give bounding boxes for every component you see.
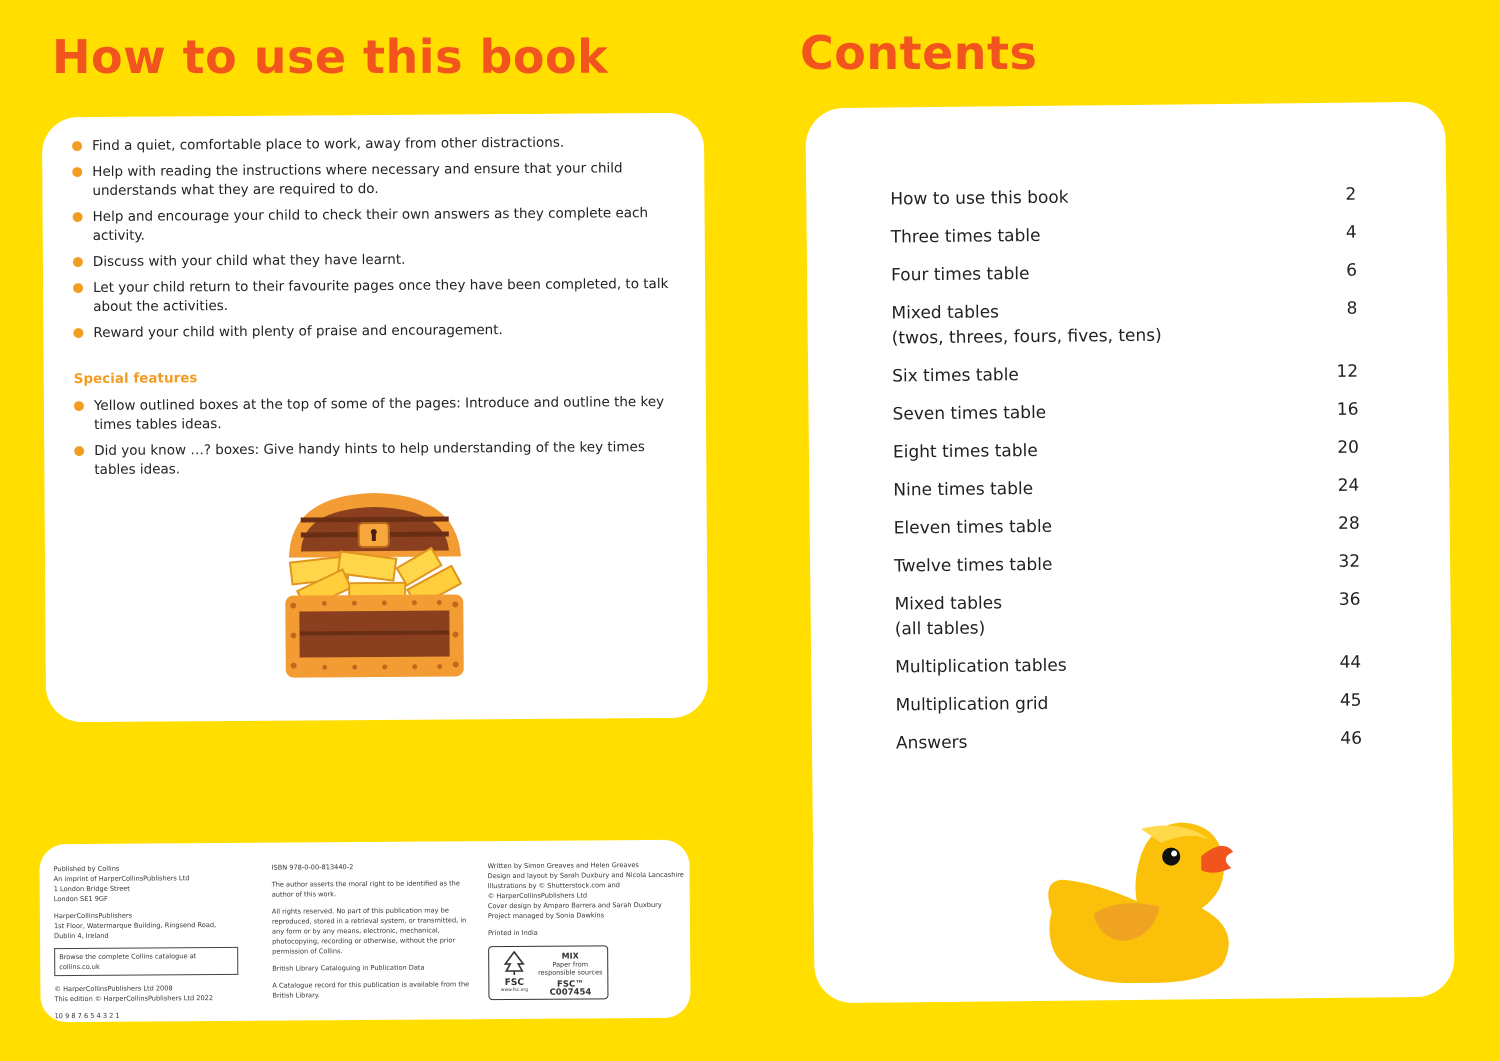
toc-page-number: 12 — [1336, 361, 1359, 382]
toc-page-number: 4 — [1345, 222, 1357, 243]
bullet-dot-icon — [74, 446, 84, 456]
toc-entry[interactable] — [894, 512, 1360, 542]
instruction-item: Help and encourage your child to check their own answers as they complete each activity. — [73, 204, 683, 246]
toc-title-line: Answers — [895, 732, 968, 754]
fsc-badge: FSC www.fsc.org MIX Paper from responsible sources FSC™ C007454 — [488, 945, 608, 1000]
special-feature-item: Yellow outlined boxes at the top of some of the pages: Introduce and outline the key times tables ideas. — [74, 393, 684, 435]
toc-page-number: 2 — [1345, 184, 1357, 205]
toc-entry-title — [894, 553, 1053, 580]
how-to-use-title: How to use this book — [52, 30, 609, 84]
toc-entry-title — [896, 731, 968, 757]
instructions-list — [72, 133, 684, 487]
toc-title-line: Eleven times table — [893, 516, 1053, 539]
toc-entry[interactable] — [891, 297, 1357, 352]
toc-entry-title — [895, 692, 1048, 719]
toc-entry-title — [894, 515, 1053, 542]
toc-entry[interactable] — [895, 689, 1361, 719]
toc-entry[interactable] — [892, 398, 1358, 428]
imprint-column-rights: ISBN 978-0-00-813440-2 The author asserts the moral right to be identified as the author of this work. All rights reserved. No part of this publication may be reproduced, stored in a retrieval system, or transmitted, in any form or by any means, electronic, mechanical, photocopying, recording or otherwise, without the prior permission of Collins. British Library Cataloguing in Publication Data A Catalogue record for this publication is available from the British Library. — [272, 861, 473, 1007]
toc-page-number: 46 — [1340, 728, 1363, 749]
bullet-dot-icon — [74, 401, 84, 411]
instruction-item: Discuss with your child what they have learnt. — [73, 249, 683, 272]
toc-entry-title — [892, 363, 1019, 389]
toc-entry[interactable] — [896, 727, 1362, 757]
toc-entry-title — [891, 262, 1030, 288]
toc-title-line: Eight times table — [892, 440, 1038, 463]
toc-page-number: 8 — [1346, 298, 1358, 319]
special-feature-item: Did you know …? boxes: Give handy hints to help understanding of the key times tables ideas. — [74, 438, 684, 480]
toc-title-line: Nine times table — [893, 479, 1034, 501]
instruction-item: Reward your child with plenty of praise and encouragement. — [73, 320, 683, 343]
isbn: ISBN 978-0-00-813440-2 — [271, 863, 354, 872]
how-to-use-card — [42, 113, 708, 723]
bullet-dot-icon — [73, 328, 83, 338]
toc-title-line: Seven times table — [892, 402, 1047, 425]
toc-entry-title — [891, 299, 1162, 352]
toc-entry[interactable] — [891, 221, 1357, 251]
toc-entry-title — [895, 654, 1067, 681]
table-of-contents — [890, 183, 1362, 770]
toc-page-number: 24 — [1337, 475, 1360, 496]
toc-title-line: Mixed tables — [894, 593, 1003, 615]
rubber-duck-icon — [1041, 820, 1243, 986]
instruction-item: Help with reading the instructions where necessary and ensure that your child understands what they are required to do. — [72, 159, 682, 201]
toc-title-line: (all tables) — [894, 618, 986, 640]
toc-title-line: How to use this book — [890, 187, 1069, 210]
toc-entry[interactable] — [893, 474, 1359, 504]
toc-title-line: Multiplication tables — [895, 655, 1067, 678]
toc-entry[interactable] — [891, 259, 1357, 289]
toc-entry[interactable] — [892, 360, 1358, 390]
toc-title-line: Multiplication grid — [895, 693, 1049, 716]
treasure-chest-icon — [278, 486, 474, 679]
imprint-card — [39, 840, 690, 1023]
toc-entry[interactable] — [894, 588, 1360, 643]
toc-page-number: 44 — [1339, 652, 1362, 673]
toc-entry[interactable] — [893, 436, 1359, 466]
print-line: 10 9 8 7 6 5 4 3 2 1 — [54, 1011, 120, 1021]
toc-page-number: 28 — [1337, 513, 1360, 534]
catalogue-link[interactable]: Browse the complete Collins catalogue at collins.co.uk — [54, 947, 238, 976]
bullet-dot-icon — [72, 141, 82, 151]
toc-page-number: 6 — [1346, 260, 1358, 281]
contents-card — [805, 102, 1454, 1004]
toc-title-line: Four times table — [890, 264, 1030, 286]
special-features-heading: Special features — [73, 370, 198, 388]
toc-page-number: 16 — [1336, 399, 1359, 420]
toc-page-number: 36 — [1338, 589, 1361, 610]
toc-entry-title — [894, 591, 1002, 642]
toc-entry-title — [892, 401, 1046, 428]
instruction-item: Let your child return to their favourite pages once they have been completed, to talk about the activities. — [73, 275, 683, 317]
contents-title: Contents — [800, 26, 1038, 80]
toc-entry-title — [893, 439, 1038, 466]
instruction-item: Find a quiet, comfortable place to work, away from other distractions. — [72, 133, 682, 156]
toc-entry-title — [890, 186, 1069, 213]
toc-entry-title — [893, 477, 1033, 503]
toc-page-number: 20 — [1337, 437, 1360, 458]
bullet-dot-icon — [73, 257, 83, 267]
toc-title-line: (twos, threes, fours, fives, tens) — [891, 325, 1162, 349]
toc-entry[interactable] — [890, 183, 1356, 213]
toc-title-line: Mixed tables — [891, 302, 1000, 324]
imprint-column-publisher: Published by Collins An imprint of HarperCollinsPublishers Ltd 1 London Bridge Street London SE1 9GF HarperCollinsPublishers 1st Floor, Watermarque Building, Ringsend Road, Dublin 4, Ireland Browse the complete Collins catalogue at collins.co.uk © HarperCollinsPublishers Ltd 2008 This edition © HarperCollinsPublishers Ltd 2022 10 9 8 7 6 5 4 3 2 1 — [54, 863, 255, 1028]
toc-page-number: 45 — [1339, 690, 1362, 711]
toc-title-line: Twelve times table — [894, 554, 1053, 577]
bullet-dot-icon — [72, 167, 82, 177]
toc-entry[interactable] — [894, 550, 1360, 580]
toc-page-number: 32 — [1338, 551, 1361, 572]
imprint-column-credits: Written by Simon Greaves and Helen Greaves Design and layout by Sarah Duxbury and Nicola Lancashire Illustrations by © Shutterstock.com and © HarperCollinsPublishers Ltd Cover design by Amparo Barrera and Sarah Duxbury Project managed by Sonia Dawkins Printed in India FSC www.fsc.org MIX Paper from responsible sources FSC™ C007454 — [488, 860, 689, 1000]
bullet-dot-icon — [73, 283, 83, 293]
toc-entry-title — [891, 224, 1041, 251]
toc-title-line: Three times table — [890, 225, 1041, 248]
bullet-dot-icon — [73, 212, 83, 222]
toc-title-line: Six times table — [892, 365, 1019, 387]
fsc-tree-icon: FSC www.fsc.org — [495, 950, 533, 994]
toc-entry[interactable] — [895, 651, 1361, 681]
